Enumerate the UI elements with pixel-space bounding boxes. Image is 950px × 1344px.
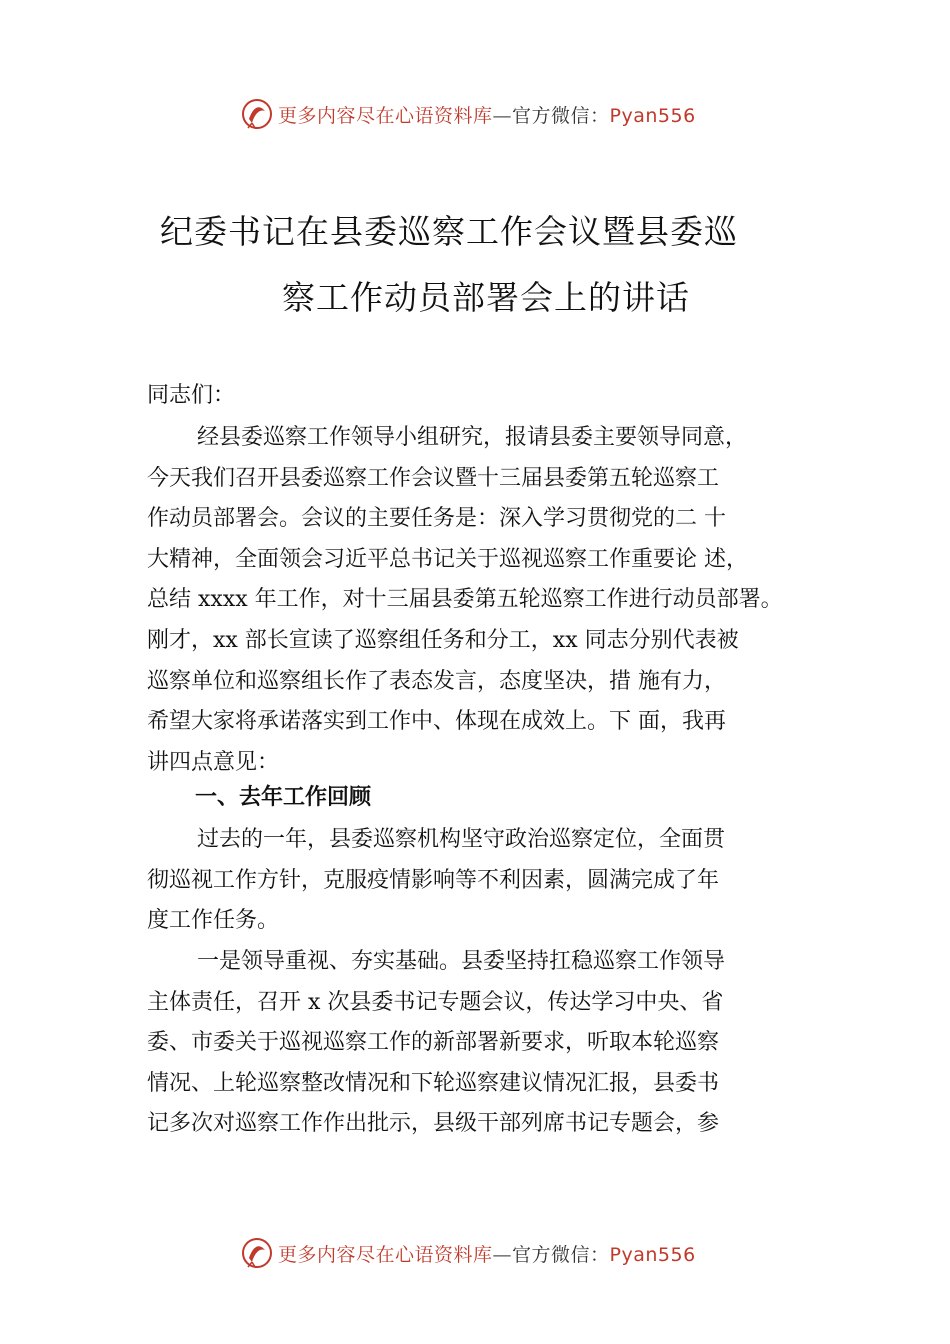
paragraph-line: 彻巡视工作方针，克服疫情影响等不利因素，圆满完成了年 bbox=[147, 867, 720, 893]
paragraph-line: 刚才，xx 部长宣读了巡察组任务和分工，xx 同志分别代表被 bbox=[147, 627, 739, 653]
banner-wechat-label: 官方微信： bbox=[512, 1243, 610, 1266]
paragraph-line: 过去的一年，县委巡察机构坚守政治巡察定位，全面贯 bbox=[197, 827, 726, 852]
footer-banner bbox=[0, 1233, 950, 1273]
paragraph-line: 委、市委关于巡视巡察工作的新部署新要求，听取本轮巡察 bbox=[147, 1030, 720, 1056]
paragraph-line: 记多次对巡察工作作出批示，县级干部列席书记专题会，参 bbox=[147, 1111, 720, 1137]
paragraph-line: 大精神，全面领会习近平总书记关于巡视巡察工作重要论 述， bbox=[147, 546, 748, 572]
paragraph-line: 作动员部署会。会议的主要任务是：深入学习贯彻党的二 十 bbox=[147, 506, 726, 532]
document-title-line-1: 纪委书记在县委巡察工作会议暨县委巡 bbox=[160, 212, 738, 251]
paragraph-line: 度工作任务。 bbox=[147, 908, 280, 934]
paragraph-line: 情况、上轮巡察整改情况和下轮巡察建议情况汇报，县委书 bbox=[147, 1070, 720, 1096]
paragraph-line: 巡察单位和巡察组长作了表态发言，态度坚决，措 施有力， bbox=[147, 668, 726, 694]
banner-text bbox=[278, 101, 696, 128]
banner-main-text: 更多内容尽在心语资料库 bbox=[278, 104, 493, 127]
paragraph-line: 总结 xxxx 年工作，对十三届县委第五轮巡察工作进行动员部署。 bbox=[147, 587, 783, 613]
ribbon-logo-icon bbox=[240, 1236, 274, 1270]
banner-main-text: 更多内容尽在心语资料库 bbox=[278, 1243, 493, 1266]
section-heading: 一、去年工作回顾 bbox=[195, 785, 372, 810]
banner-separator: — bbox=[492, 104, 513, 127]
banner-text bbox=[278, 1240, 696, 1267]
banner-wechat-id: Pyan556 bbox=[609, 1243, 696, 1266]
ribbon-logo-icon bbox=[240, 97, 274, 131]
banner-separator: — bbox=[492, 1243, 513, 1266]
paragraph-line: 希望大家将承诺落实到工作中、体现在成效上。下 面，我再 bbox=[147, 709, 726, 735]
paragraph-line: 今天我们召开县委巡察工作会议暨十三届县委第五轮巡察工 bbox=[147, 465, 720, 491]
salutation: 同志们： bbox=[147, 383, 236, 408]
document-title-line-2: 察工作动员部署会上的讲话 bbox=[282, 278, 690, 317]
banner-wechat-id: Pyan556 bbox=[609, 104, 696, 127]
paragraph-line: 一是领导重视、夯实基础。县委坚持扛稳巡察工作领导 bbox=[197, 949, 726, 974]
paragraph-review bbox=[147, 820, 847, 942]
paragraph-line: 主体责任，召开 x 次县委书记专题会议，传达学习中央、省 bbox=[147, 989, 724, 1015]
header-banner bbox=[0, 94, 950, 134]
paragraph-line: 经县委巡察工作领导小组研究，报请县委主要领导同意， bbox=[197, 425, 748, 450]
paragraph-leadership bbox=[147, 942, 847, 1145]
banner-wechat-label: 官方微信： bbox=[512, 104, 610, 127]
paragraph-line: 讲四点意见： bbox=[147, 749, 280, 775]
paragraph-intro bbox=[147, 418, 847, 783]
